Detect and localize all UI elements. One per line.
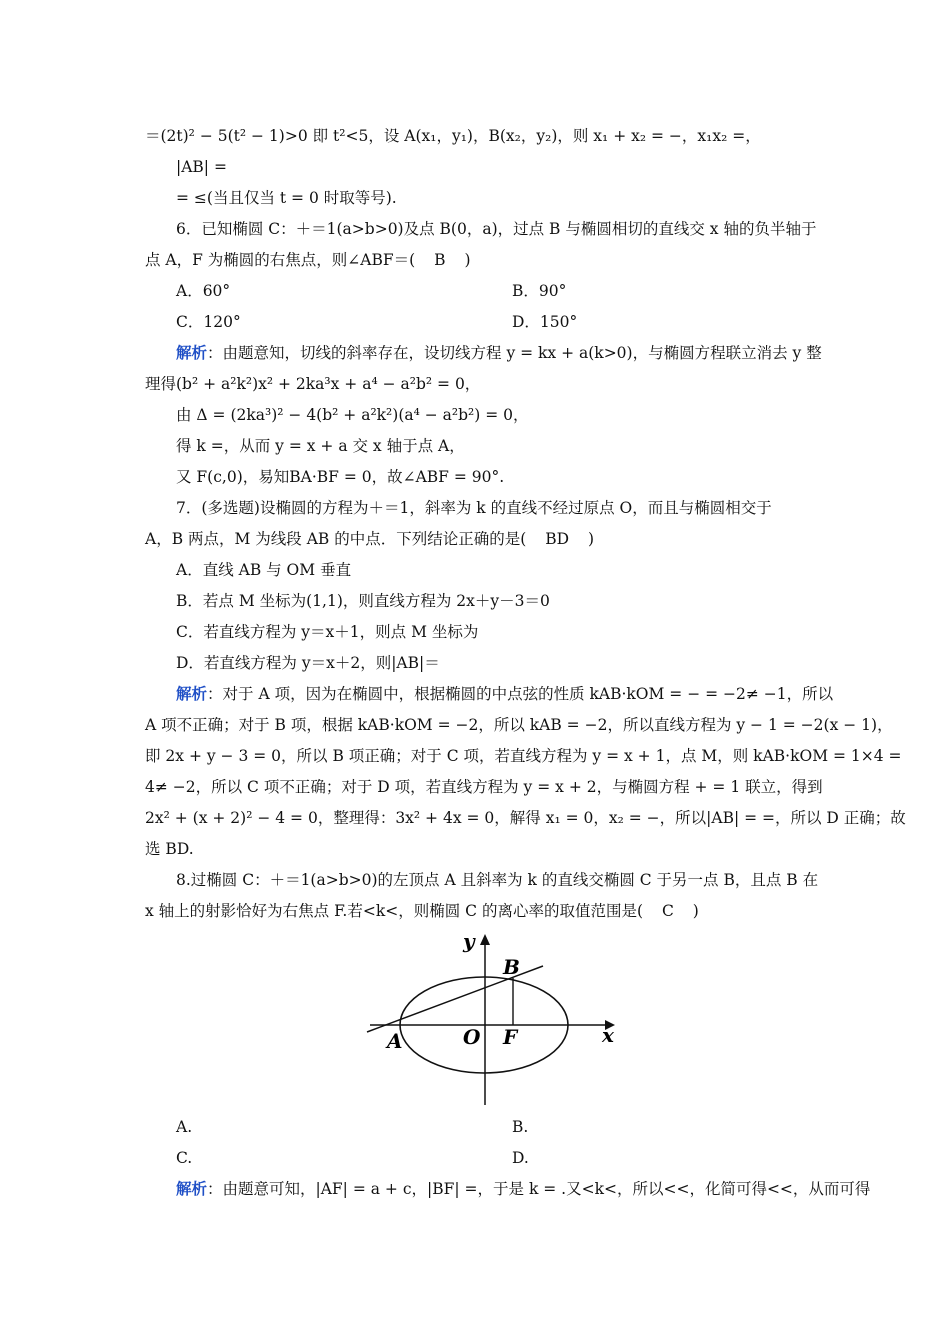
- q6-option-a: A．60°: [176, 282, 231, 300]
- q8-option-b: B.: [512, 1118, 529, 1136]
- question-8-line-1: 8.过椭圆 C：＋＝1(a>b>0)的左顶点 A 且斜率为 k 的直线交椭圆 C 于另一点 B，且点 B 在: [176, 871, 819, 889]
- question-6-answer: B: [434, 251, 446, 269]
- question-8-close: ): [692, 902, 699, 920]
- q6-solution-line-1: [176, 343, 822, 363]
- question-7-text: A，B 两点，M 为线段 AB 的中点．下列结论正确的是(: [145, 530, 527, 548]
- q7-solution-line-2: A 项不正确；对于 B 项，根据 kAB·kOM = −2，所以 kAB = −2，所以直线方程为 y − 1 = −2(x − 1)，: [145, 716, 893, 734]
- question-6-close: ): [464, 251, 471, 269]
- q7-solution-line-5: 2x² + (x + 2)² − 4 = 0，整理得：3x² + 4x = 0，解得 x₁ = 0，x₂ = −，所以|AB| = =，所以 D 正确；故: [145, 809, 906, 827]
- question-6-text: 点 A，F 为椭圆的右焦点，则∠ABF＝(: [145, 251, 416, 269]
- ellipse-figure: [365, 930, 620, 1110]
- question-8-text: x 轴上的射影恰好为右焦点 F.若<k<，则椭圆 C 的离心率的取值范围是(: [145, 902, 643, 920]
- q6-solution-line-4: 得 k =，从而 y = x + a 交 x 轴于点 A，: [176, 437, 465, 455]
- y-axis-arrow: [480, 934, 490, 945]
- q6-option-d: D．150°: [512, 313, 578, 331]
- point-a-label: A: [387, 1029, 403, 1053]
- q7-solution-line-4: 4≠ −2，所以 C 项不正确；对于 D 项，若直线方程为 y = x + 2，与椭圆方程 + = 1 联立，得到: [145, 778, 823, 796]
- q7-option-d: D．若直线方程为 y＝x＋2，则|AB|＝: [176, 654, 440, 672]
- question-6-line-1: 6．已知椭圆 C：＋＝1(a>b>0)及点 B(0，a)，过点 B 与椭圆相切的直线交 x 轴的负半轴于: [176, 220, 817, 238]
- q6-solution-line-5: 又 F(c,0)，易知BA·BF = 0，故∠ABF = 90°.: [176, 468, 505, 486]
- q8-solution-line-1: [176, 1179, 871, 1199]
- solution-line-1: ＝(2t)² − 5(t² − 1)>0 即 t²<5，设 A(x₁，y₁)，B(x₂，y₂)，则 x₁ + x₂ = −，x₁x₂ =，: [145, 127, 761, 145]
- q8-option-d: D.: [512, 1149, 529, 1167]
- q6-option-c: C．120°: [176, 313, 241, 331]
- x-axis-label: x: [602, 1023, 614, 1047]
- solution-label: 解析: [176, 1179, 208, 1198]
- solution-label: 解析: [176, 684, 208, 703]
- q6-solution-line-3: 由 Δ = (2ka³)² − 4(b² + a²k²)(a⁴ − a²b²) = 0，: [176, 406, 529, 424]
- y-axis-label: y: [463, 929, 475, 953]
- solution-line-2: |AB| =: [176, 158, 227, 176]
- question-6-line-2: [145, 250, 810, 270]
- q8-solution-text: ：由题意可知，|AF| = a + c，|BF| =，于是 k = .又<k<，所以<<，化简可得<<，从而可得: [207, 1180, 871, 1198]
- q8-option-c: C.: [176, 1149, 193, 1167]
- question-7-line-2: [145, 529, 810, 549]
- q7-option-c: C．若直线方程为 y＝x＋1，则点 M 坐标为: [176, 623, 479, 641]
- q7-option-b: B．若点 M 坐标为(1,1)，则直线方程为 2x＋y－3＝0: [176, 592, 550, 610]
- focus-f-label: F: [503, 1025, 518, 1049]
- q7-solution-line-6: 选 BD.: [145, 840, 194, 858]
- point-b-label: B: [503, 955, 520, 979]
- q7-solution-line-3: 即 2x + y − 3 = 0，所以 B 项正确；对于 C 项，若直线方程为 y = x + 1，点 M，则 kAB·kOM = 1×4 =: [145, 747, 902, 765]
- q6-solution-line-2: 理得(b² + a²k²)x² + 2ka³x + a⁴ − a²b² = 0，: [145, 375, 481, 393]
- q6-option-b: B．90°: [512, 282, 567, 300]
- q7-solution-line-1: [176, 684, 834, 704]
- q8-option-a: A.: [176, 1118, 193, 1136]
- origin-o-label: O: [463, 1025, 481, 1049]
- question-8-answer: C: [661, 902, 674, 920]
- q7-solution-text: ：对于 A 项，因为在椭圆中，根据椭圆的中点弦的性质 kAB·kOM = − = −2≠ −1，所以: [207, 685, 834, 703]
- question-7-answer: BD: [545, 530, 570, 548]
- question-7-line-1: 7．(多选题)设椭圆的方程为＋＝1，斜率为 k 的直线不经过原点 O，而且与椭圆相交于: [176, 499, 772, 517]
- q7-option-a: A．直线 AB 与 OM 垂直: [176, 561, 352, 579]
- q6-solution-text: ：由题意知，切线的斜率存在，设切线方程 y = kx + a(k>0)，与椭圆方程联立消去 y 整: [207, 344, 822, 362]
- question-8-line-2: [145, 901, 810, 921]
- solution-label: 解析: [176, 343, 208, 362]
- question-7-close: ): [588, 530, 595, 548]
- solution-line-3: = ≤(当且仅当 t = 0 时取等号).: [176, 189, 397, 207]
